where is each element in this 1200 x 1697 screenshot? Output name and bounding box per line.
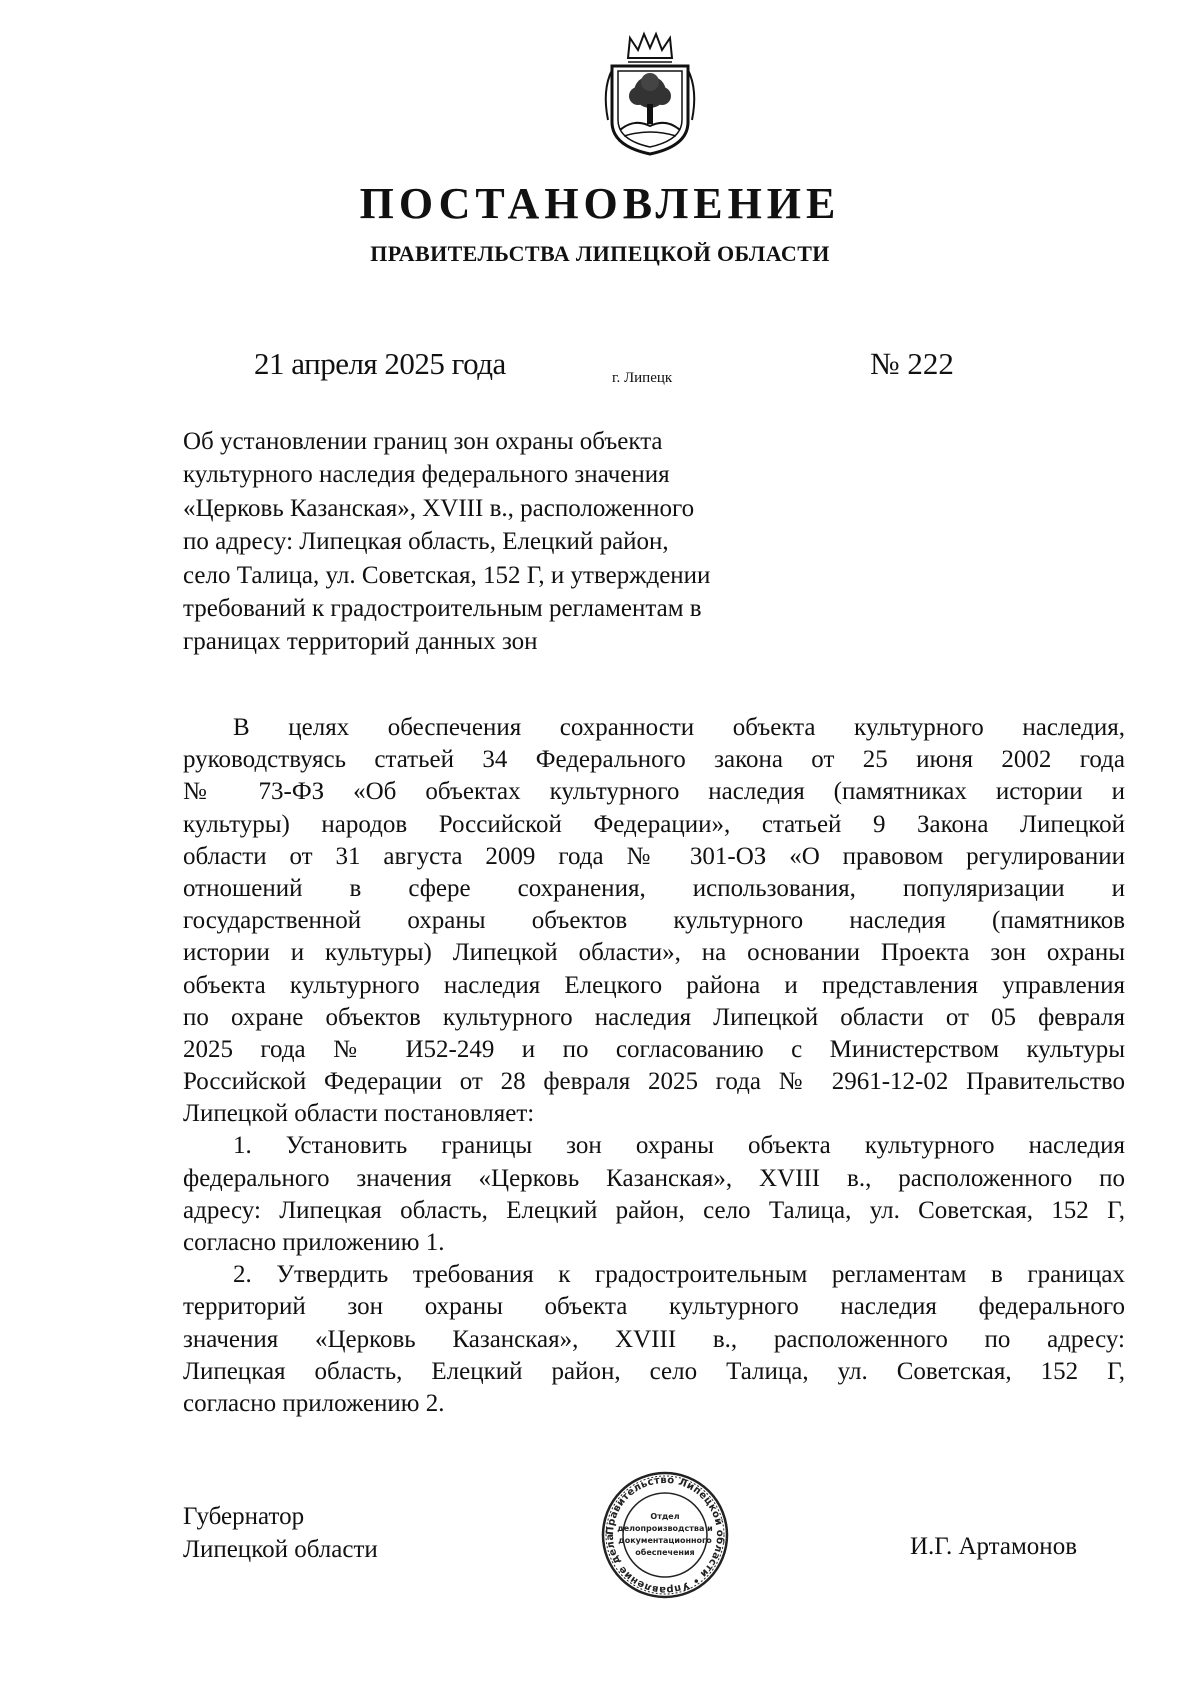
body-line: культуры) народов Российской Федерации», статьей 9 Закона Липецкой	[183, 810, 1125, 838]
document-city: г. Липецк	[612, 370, 673, 386]
signatory-name: И.Г. Артамонов	[910, 1533, 1077, 1560]
document-number: № 222	[870, 346, 954, 381]
body-line: согласно приложению 1.	[183, 1229, 445, 1256]
stamp-inner-line: делопроизводства и	[617, 1524, 713, 1533]
body-line: области от 31 августа 2009 года № 301-ОЗ «О правовом регулировании	[183, 842, 1125, 870]
body-line: отношений в сфере сохранения, использования, популяризации и	[183, 874, 1125, 902]
body-line: государственной охраны объектов культурного наследия (памятников	[183, 907, 1125, 935]
document-body	[183, 712, 1125, 1420]
body-line: территорий зон охраны объекта культурного наследия федерального	[183, 1293, 1125, 1321]
body-line: значения «Церковь Казанская», XVIII в., расположенного по адресу:	[183, 1325, 1125, 1353]
document-subtitle: ПРАВИТЕЛЬСТВА ЛИПЕЦКОЙ ОБЛАСТИ	[370, 241, 830, 266]
body-line: 2. Утвердить требования к градостроительным регламентам в границах	[233, 1261, 1125, 1289]
heading-line: по адресу: Липецкая область, Елецкий район,	[183, 528, 669, 556]
signatory-position-line: Губернатор	[183, 1503, 305, 1530]
document-date: 21 апреля 2025 года	[254, 346, 506, 381]
body-line: В целях обеспечения сохранности объекта культурного наследия,	[233, 714, 1125, 741]
heading-line: требований к градостроительным регламентам в	[183, 595, 702, 623]
body-line: Липецкая область, Елецкий район, село Талица, ул. Советская, 152 Г,	[183, 1357, 1125, 1385]
body-line: Российской Федерации от 28 февраля 2025 года № 2961-12-02 Правительство	[183, 1068, 1125, 1096]
document-title: ПОСТАНОВЛЕНИЕ	[359, 179, 841, 228]
body-line: 1. Установить границы зон охраны объекта культурного наследия	[233, 1132, 1125, 1160]
official-stamp	[600, 1470, 730, 1600]
heading-line: границах территорий данных зон	[183, 628, 538, 656]
heading-line: село Талица, ул. Советская, 152 Г, и утверждении	[183, 561, 711, 589]
stamp-outer-text: Правительство Липецкой области • Управление дела	[604, 1474, 726, 1596]
body-line: по охране объектов культурного наследия Липецкой области от 05 февраля	[183, 1003, 1125, 1031]
body-line: Липецкой области постановляет:	[183, 1100, 535, 1128]
body-line: адресу: Липецкая область, Елецкий район, село Талица, ул. Советская, 152 Г,	[183, 1196, 1125, 1224]
body-line: истории и культуры) Липецкой области», на основании Проекта зон охраны	[183, 939, 1125, 967]
coat-of-arms-icon	[598, 30, 702, 158]
body-line: № 73-ФЗ «Об объектах культурного наследия (памятниках истории и	[183, 778, 1125, 806]
heading-line: культурного наследия федерального значения	[183, 461, 670, 489]
body-line: объекта культурного наследия Елецкого района и представления управления	[183, 971, 1125, 999]
body-line: 2025 года № И52-249 и по согласованию с Министерством культуры	[183, 1035, 1125, 1063]
document-heading	[183, 425, 803, 659]
stamp-inner-line: Отдел	[650, 1512, 680, 1521]
stamp-inner-line: документационного	[618, 1536, 712, 1545]
signatory-position-line: Липецкой области	[183, 1536, 378, 1563]
body-line: руководствуясь статьей 34 Федерального закона от 25 июня 2002 года	[183, 746, 1125, 774]
body-line: федерального значения «Церковь Казанская», XVIII в., расположенного по	[183, 1164, 1125, 1192]
signatory-position	[183, 1500, 378, 1566]
body-line: согласно приложению 2.	[183, 1389, 445, 1417]
heading-line: Об установлении границ зон охраны объекта	[183, 428, 663, 455]
stamp-inner-line: обеспечения	[635, 1548, 695, 1557]
heading-line: «Церковь Казанская», XVIII в., расположенного	[183, 494, 695, 522]
